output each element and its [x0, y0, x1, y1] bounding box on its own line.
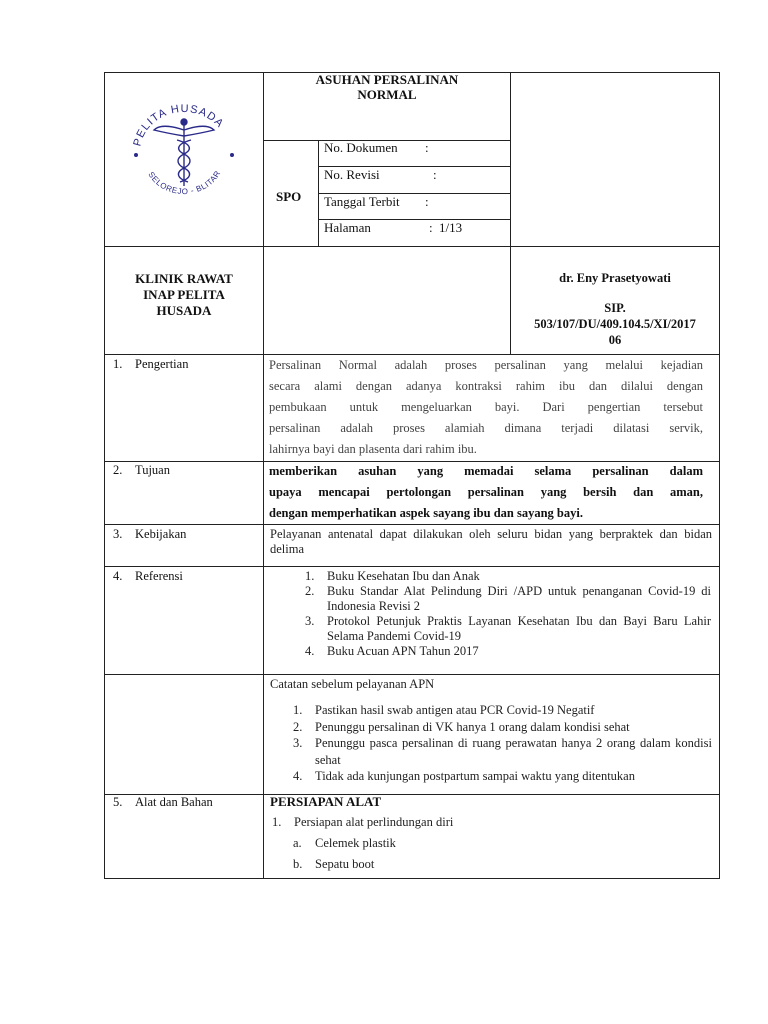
list-item: 4. Tidak ada kunjungan postpartum sampai waktu yang ditentukan [293, 769, 635, 783]
table-line-row-3 [104, 524, 720, 525]
list-item: 2. Penunggu persalinan di VK hanya 1 orang dalam kondisi sehat [293, 719, 630, 734]
table-border-bottom [104, 878, 720, 879]
referensi-list [305, 569, 711, 659]
section-label-text: Pengertian [135, 357, 189, 371]
table-border-right [719, 72, 720, 878]
catatan-list [293, 702, 712, 785]
list-item: 4. Buku Acuan APN Tahun 2017 [305, 644, 479, 658]
table-line-row-5 [104, 674, 720, 675]
section-kebijakan-text: Pelayanan antenatal dapat dilakukan oleh seluru bidan yang berpraktek dan bidan delima [270, 527, 712, 556]
section-label-text: Referensi [135, 569, 183, 583]
field-no-dokumen-sep: : [425, 140, 429, 155]
section-number: 4. [113, 569, 123, 583]
section-kebijakan-label [113, 527, 186, 542]
field-no-revisi-label: No. Revisi [324, 167, 380, 182]
section-label-text: Alat dan Bahan [135, 795, 213, 809]
section-number: 2. [113, 463, 123, 477]
tujuan-line: upaya mencapai pertolongan persalinan yang bersih dan aman, [269, 485, 703, 499]
field-halaman-sep: : [429, 220, 433, 235]
list-item: 1. Pastikan hasil swab antigen atau PCR Covid-19 Negatif [293, 703, 595, 717]
table-line-header-bottom [104, 246, 720, 247]
logo-ring-text-top: PELITA HUSADA [131, 102, 227, 148]
section-alat-label [113, 795, 213, 810]
section-pengertian-label [113, 357, 188, 372]
alat-sub-item-a: a. Celemek plastik [293, 836, 396, 850]
list-item: 2. Buku Standar Alat Pelindung Diri /APD untuk penanganan Covid-19 di Indonesia Revisi 2 [305, 584, 711, 613]
field-halaman-label: Halaman [324, 220, 371, 235]
document-title-line-2: NORMAL [357, 87, 417, 102]
field-halaman-value: 1/13 [439, 220, 463, 235]
doctor-name: dr. Eny Prasetyowati [559, 271, 671, 285]
field-no-dokumen-label: No. Dokumen [324, 140, 398, 155]
logo-ring-text-bottom: SELOREJO - BLITAR [146, 168, 223, 197]
alat-item-1: 1. Persiapan alat perlindungan diri [272, 815, 454, 829]
document-title [264, 72, 510, 102]
pengertian-line: secara alami dengan adanya kontraksi rahim ibu dan dilalui dengan [269, 379, 703, 393]
table-border-left [104, 72, 105, 878]
list-item: 3. Protokol Petunjuk Praktis Layanan Kesehatan Ibu dan Bayi Baru Lahir Selama Pandemi Covid-19 [305, 614, 711, 643]
table-divider-label-column [263, 72, 264, 878]
section-tujuan-text [269, 461, 703, 524]
clinic-name-line-3: HUSADA [156, 303, 212, 318]
alat-heading: PERSIAPAN ALAT [270, 794, 382, 809]
field-tanggal-terbit-label: Tanggal Terbit [324, 194, 400, 209]
section-pengertian-text [269, 355, 703, 460]
sip-line-2: 503/107/DU/409.104.5/XI/2017 [534, 317, 696, 331]
list-item: 1. Buku Kesehatan Ibu dan Anak [305, 569, 480, 583]
table-line-row-4 [104, 566, 720, 567]
catatan-title: Catatan sebelum pelayanan APN [270, 677, 435, 691]
field-no-revisi-sep: : [433, 167, 437, 182]
pengertian-line: pembukaan untuk mengeluarkan bayi. Dari pengertian tersebut [269, 400, 703, 414]
clinic-name-line-2: INAP PELITA [143, 287, 225, 302]
pengertian-line: persalinan adalah proses alamiah dimana terjadi dilatasi servik, [269, 421, 703, 435]
clinic-name [105, 271, 263, 319]
tujuan-line: memberikan asuhan yang memadai selama persalinan dalam [269, 464, 703, 478]
section-label-text: Tujuan [135, 463, 170, 477]
doctor-sip [511, 300, 719, 348]
alat-sub-item-b: b. Sepatu boot [293, 857, 375, 871]
pengertian-line: Persalinan Normal adalah proses persalinan yang melalui kejadian [269, 358, 703, 372]
pengertian-line: lahirnya bayi dan plasenta dari rahim ibu. [269, 442, 477, 456]
sip-line-3: 06 [608, 333, 622, 347]
tujuan-line: dengan memperhatikan aspek sayang ibu dan sayang bayi. [269, 506, 583, 520]
section-label-text: Kebijakan [135, 527, 187, 541]
field-tanggal-terbit-sep: : [425, 194, 429, 209]
caduceus-logo-icon [122, 100, 246, 200]
sip-line-1: SIP. [604, 301, 626, 315]
document-title-line-1: ASUHAN PERSALINAN [315, 72, 459, 87]
section-referensi-label [113, 569, 183, 584]
section-tujuan-label [113, 463, 170, 478]
clinic-name-line-1: KLINIK RAWAT [135, 271, 233, 286]
section-number: 5. [113, 795, 123, 809]
list-item: 3. Penunggu pasca persalinan di ruang perawatan hanya 2 orang dalam kondisi sehat [293, 736, 712, 767]
section-number: 3. [113, 527, 123, 541]
spo-label: SPO [276, 189, 302, 204]
section-number: 1. [113, 357, 123, 371]
